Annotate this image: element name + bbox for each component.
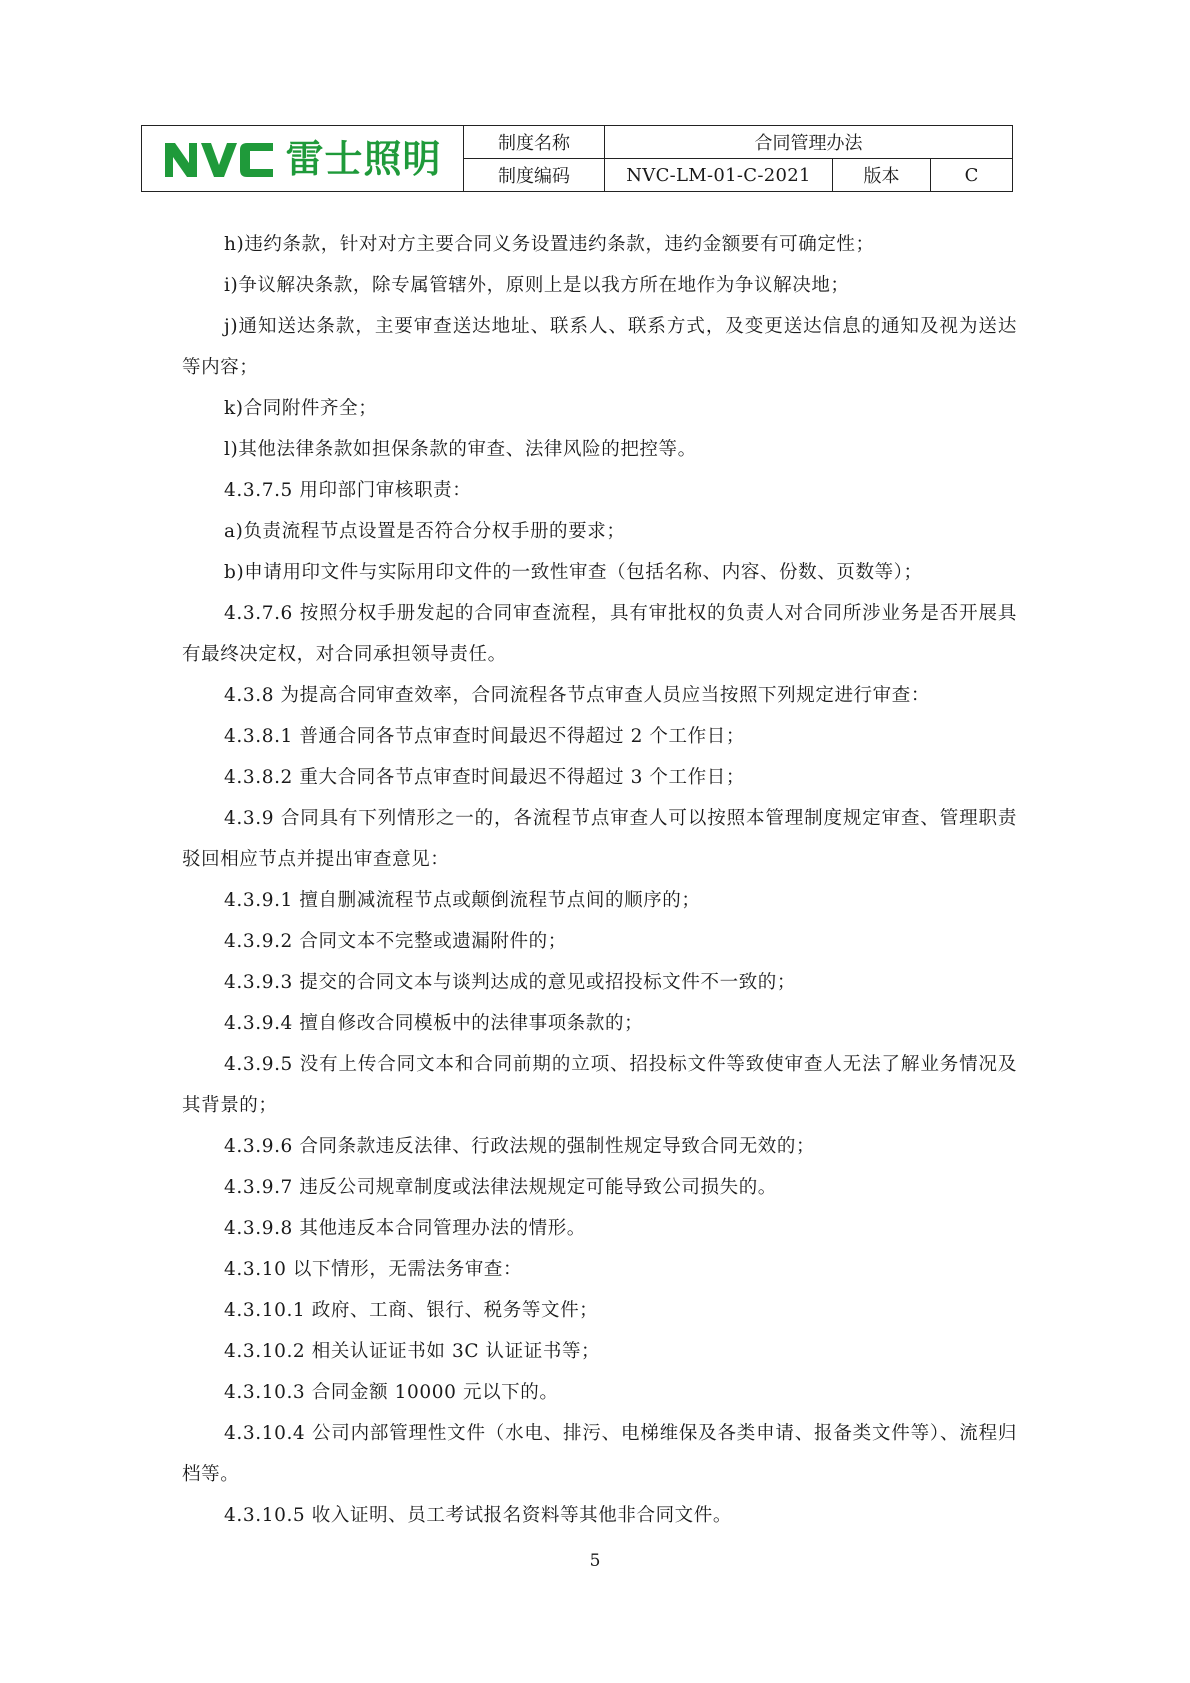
paragraph: l)其他法律条款如担保条款的审查、法律风险的把控等。 bbox=[224, 439, 697, 460]
paragraph: 4.3.10.4 公司内部管理性文件（水电、排污、电梯维保及各类申请、报备类文件等）、流程归档等。 bbox=[182, 1423, 1017, 1485]
paragraph: 4.3.9.5 没有上传合同文本和合同前期的立项、招投标文件等致使审查人无法了解业务情况及其背景的； bbox=[182, 1054, 1017, 1116]
paragraph: a)负责流程节点设置是否符合分权手册的要求； bbox=[224, 521, 626, 542]
paragraph: 4.3.10.2 相关认证证书如 3C 认证证书等； bbox=[224, 1341, 601, 1362]
paragraph: 4.3.9.2 合同文本不完整或遗漏附件的； bbox=[224, 931, 567, 952]
paragraph: 4.3.10.3 合同金额 10000 元以下的。 bbox=[224, 1382, 559, 1403]
page-number: 5 bbox=[589, 1551, 601, 1571]
paragraph: 4.3.9.1 擅自删减流程节点或颠倒流程节点间的顺序的； bbox=[224, 890, 701, 911]
name-value: 合同管理办法 bbox=[605, 126, 1013, 159]
logo-brand-cn: 雷士照明 bbox=[285, 136, 442, 181]
paragraph: 4.3.7.6 按照分权手册发起的合同审查流程，具有审批权的负责人对合同所涉业务是否开展具有最终决定权，对合同承担领导责任。 bbox=[182, 603, 1017, 665]
company-logo bbox=[142, 127, 463, 191]
paragraph: j)通知送达条款，主要审查送达地址、联系人、联系方式，及变更送达信息的通知及视为送达等内容； bbox=[182, 316, 1017, 378]
code-label: 制度编码 bbox=[464, 159, 605, 192]
paragraph: h)违约条款，针对对方主要合同义务设置违约条款，违约金额要有可确定性； bbox=[224, 234, 875, 255]
nvc-logo-icon bbox=[163, 139, 275, 179]
paragraph: 4.3.10.5 收入证明、员工考试报名资料等其他非合同文件。 bbox=[224, 1505, 732, 1526]
paragraph: b)申请用印文件与实际用印文件的一致性审查（包括名称、内容、份数、页数等）； bbox=[224, 562, 923, 583]
paragraph: 4.3.10.1 政府、工商、银行、税务等文件； bbox=[224, 1300, 599, 1321]
paragraph: 4.3.9 合同具有下列情形之一的，各流程节点审查人可以按照本管理制度规定审查、管理职责驳回相应节点并提出审查意见： bbox=[182, 808, 1017, 870]
name-label: 制度名称 bbox=[464, 126, 605, 159]
paragraph: 4.3.8 为提高合同审查效率，合同流程各节点审查人员应当按照下列规定进行审查： bbox=[224, 685, 930, 706]
logo-cell bbox=[142, 126, 464, 192]
paragraph: i)争议解决条款，除专属管辖外，原则上是以我方所在地作为争议解决地； bbox=[224, 275, 850, 296]
paragraph: 4.3.9.8 其他违反本合同管理办法的情形。 bbox=[224, 1218, 586, 1239]
paragraph: 4.3.9.7 违反公司规章制度或法律法规规定可能导致公司损失的。 bbox=[224, 1177, 777, 1198]
document-header-table bbox=[141, 125, 1013, 192]
paragraph: 4.3.9.4 擅自修改合同模板中的法律事项条款的； bbox=[224, 1013, 644, 1034]
paragraph: 4.3.9.3 提交的合同文本与谈判达成的意见或招投标文件不一致的； bbox=[224, 972, 797, 993]
version-value: C bbox=[931, 159, 1013, 192]
paragraph: k)合同附件齐全； bbox=[224, 398, 378, 419]
code-value: NVC-LM-01-C-2021 bbox=[605, 159, 833, 192]
version-label: 版本 bbox=[833, 159, 931, 192]
paragraph: 4.3.8.2 重大合同各节点审查时间最迟不得超过 3 个工作日； bbox=[224, 767, 745, 788]
paragraph: 4.3.10 以下情形，无需法务审查： bbox=[224, 1259, 523, 1280]
paragraph: 4.3.9.6 合同条款违反法律、行政法规的强制性规定导致合同无效的； bbox=[224, 1136, 816, 1157]
paragraph: 4.3.8.1 普通合同各节点审查时间最迟不得超过 2 个工作日； bbox=[224, 726, 745, 747]
paragraph: 4.3.7.5 用印部门审核职责： bbox=[224, 480, 472, 501]
document-body bbox=[182, 224, 1017, 1536]
